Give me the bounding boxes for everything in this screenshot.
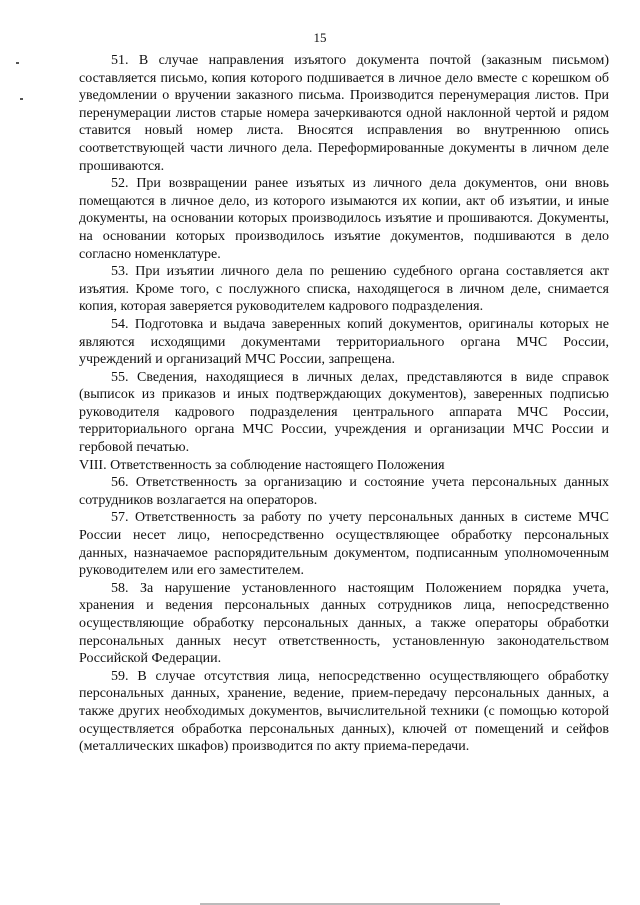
paragraph-54: 54. Подготовка и выдача заверенных копий документов, оригиналы которых не являются исходящими документами территориального органа МЧС России, учреждений и организаций МЧС России, запрещена. — [79, 316, 609, 368]
paragraph-53: 53. При изъятии личного дела по решению судебного органа составляется акт изъятия. Кроме того, с послужного списка, находящегося в личном деле, снимается копия, которая заверяется руководителем кадрового подразделения. — [79, 264, 609, 315]
paragraph-58: 58. За нарушение установленного настоящим Положением порядка учета, хранения и ведения персональных данных сотрудников лица, непосредственно осуществляющие обработку персональных данных, а также операторы обработки персональных данных несут ответственность, установленную законодательством Российской Федерации. — [79, 580, 609, 667]
paragraph-52: 52. При возвращении ранее изъятых из личного дела документов, они вновь помещаются в личное дело, из которого изымаются их копии, акт об изъятии, и иные документы, на основании которых производилось изъятие и прошиваются. Документы, на основании которых производилось изъятие документов, подшиваются в дело согласно номенклатуре. — [79, 176, 609, 262]
scan-mark — [20, 98, 23, 100]
document-body — [79, 52, 609, 756]
scan-mark — [16, 62, 19, 64]
page-number: 15 — [313, 30, 327, 45]
paragraph-56: 56. Ответственность за организацию и состояние учета персональных данных сотрудников возлагается на операторов. — [79, 475, 609, 508]
paragraph-57: 57. Ответственность за работу по учету персональных данных в системе МЧС России несет лицо, непосредственно осуществляющее обработку персональных данных, назначаемое распорядительным документом, подписанным уполномоченным руководителем или его заместителем. — [79, 510, 609, 579]
section-heading: VIII. Ответственность за соблюдение настоящего Положения — [79, 457, 445, 473]
paragraph-59: 59. В случае отсутствия лица, непосредственно осуществляющего обработку персональных данных, хранение, ведение, прием-передачу персональных данных, а также других необходимых документов, вычислительной техники (с помощью которой осуществляется обработка персональных данных), ключей от помещений и сейфов (металлических шкафов) производится по акту приема-передачи. — [79, 668, 609, 755]
paragraph-51: 51. В случае направления изъятого документа почтой (заказным письмом) составляется письмо, копия которого подшивается в личное дело вместе с корешком об уведомлении о вручении заказного письма. Производится перенумерация листов. При перенумерации листов старые номера зачеркиваются одной наклонной чертой и рядом ставится новый номер листа. Вносятся исправления во внутреннюю опись соответствующей части личного дела. Переформированные документы в личном деле прошиваются. — [79, 53, 609, 174]
paragraph-55: 55. Сведения, находящиеся в личных делах, представляются в виде справок (выписок из приказов и иных подтверждающих документов), заверенных подписью руководителя кадрового подразделения центрального аппарата МЧС России, территориального органа МЧС России, учреждения и организации МЧС России и гербовой печатью. — [79, 369, 609, 456]
